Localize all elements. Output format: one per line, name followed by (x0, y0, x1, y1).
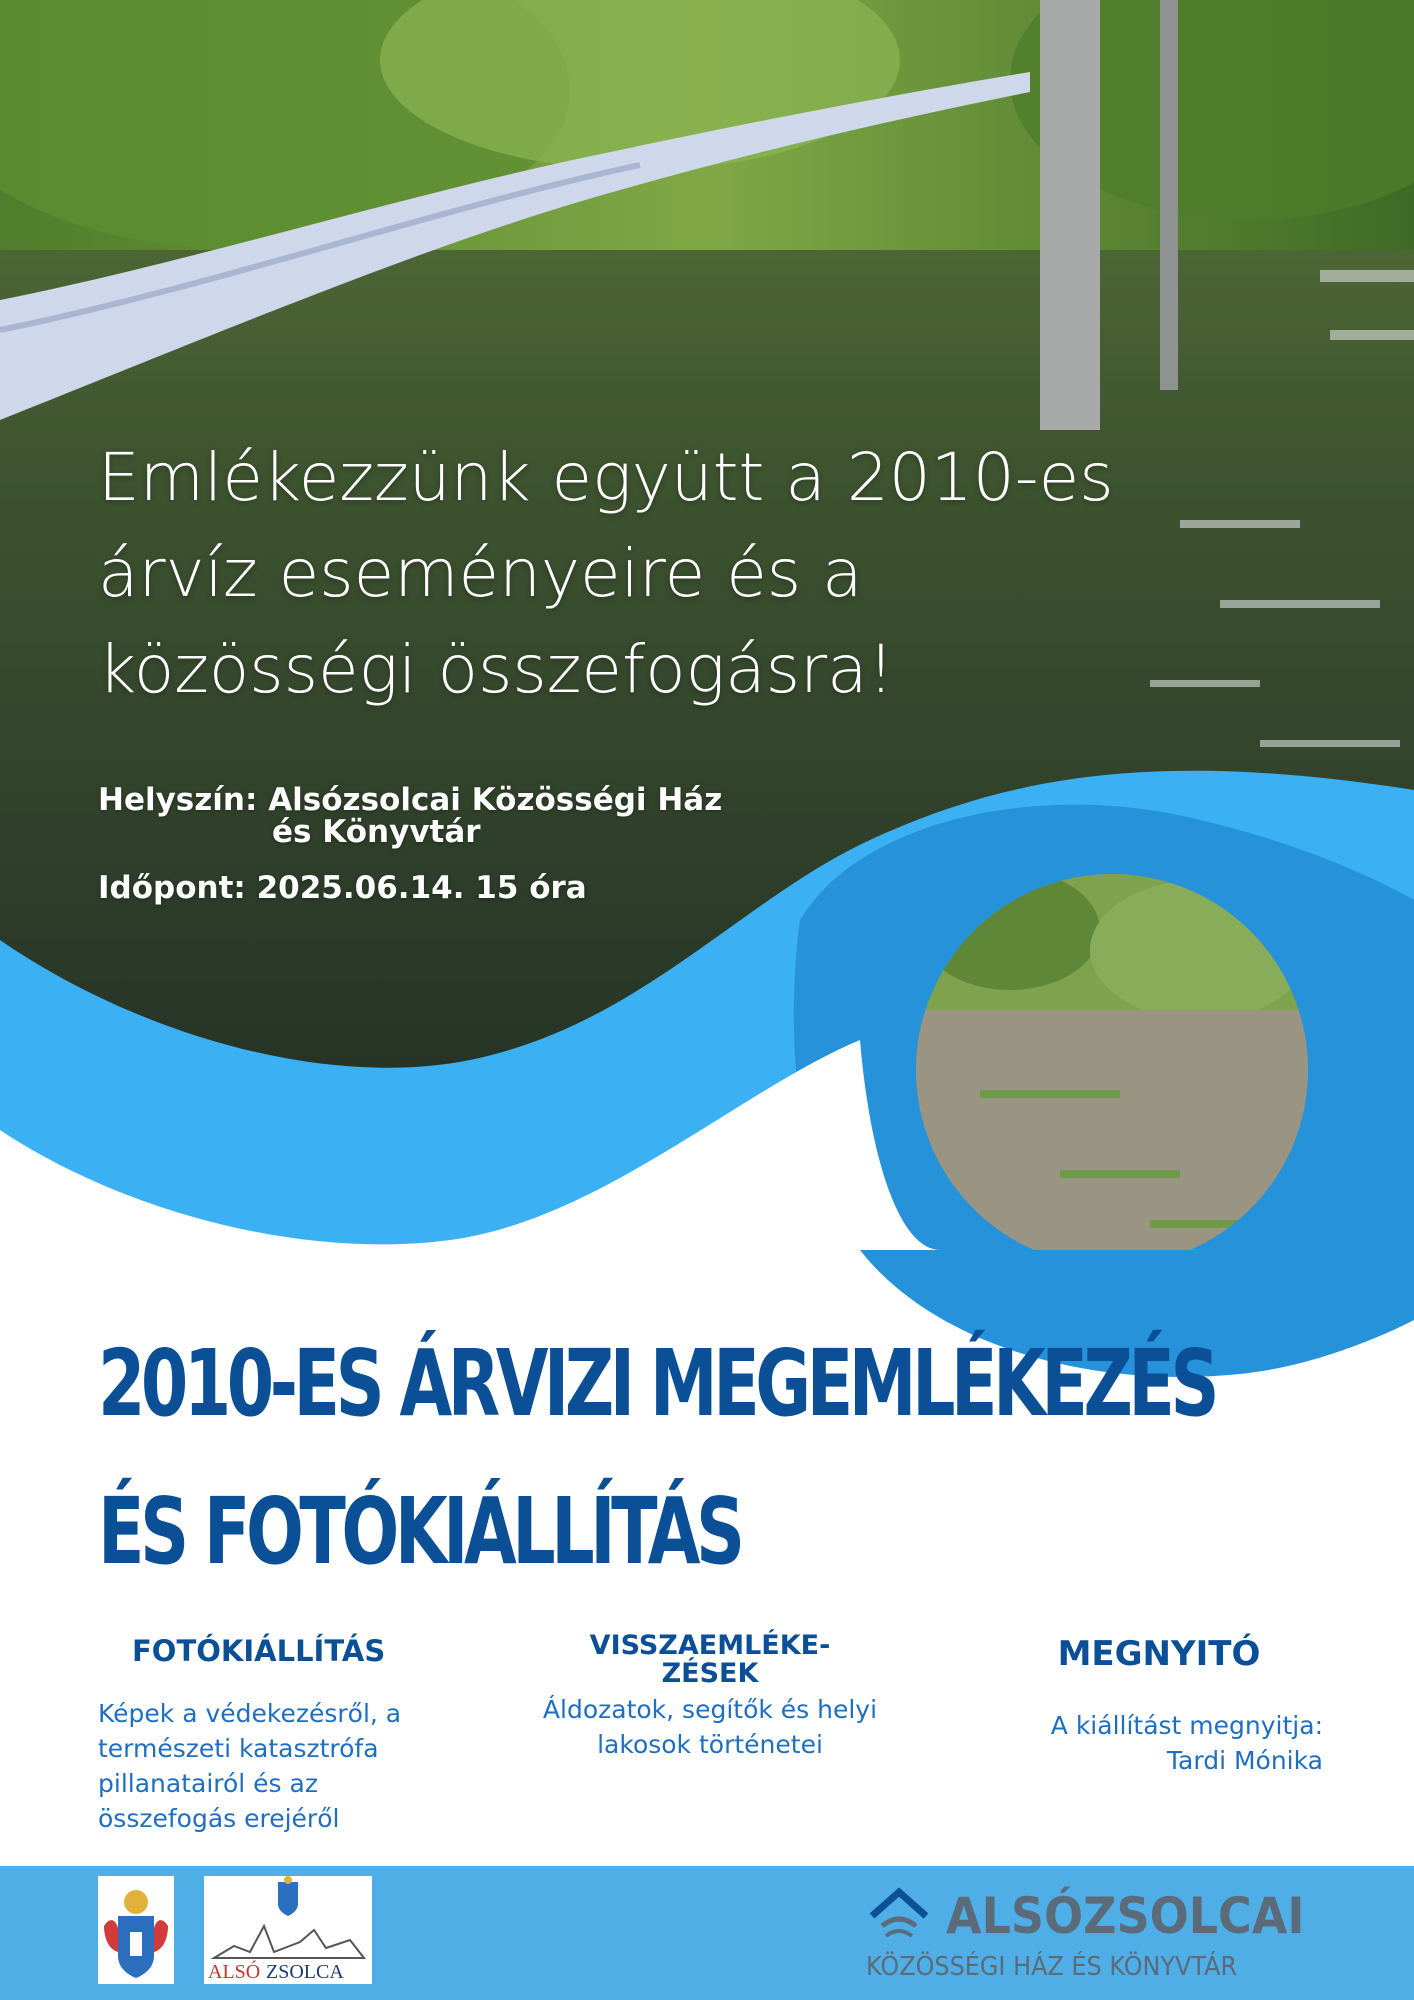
column-text-line: A kiállítást megnyitja: (1050, 1711, 1323, 1740)
town-logo-text-b: ZSOLCA (266, 1961, 344, 1983)
location-label: Helyszín: (98, 782, 258, 818)
house-logo-icon (866, 1886, 932, 1948)
time-label: Időpont: (98, 870, 246, 906)
coat-of-arms-logo (98, 1876, 174, 1984)
column-opening (985, 1632, 1323, 1778)
coat-of-arms-icon (98, 1876, 174, 1984)
headline-line-2: árvíz eseményeire és a (98, 535, 863, 612)
event-title-line-2: ÉS FOTÓKIÁLLÍTÁS (98, 1478, 741, 1585)
column-text-line: pillanatairól és az (98, 1769, 318, 1798)
column-heading-line-1: VISSZAEMLÉKE- (589, 1630, 831, 1661)
headline-line-3: közösségi összefogásra! (98, 631, 895, 708)
column-text-line: Tardi Mónika (1166, 1746, 1323, 1775)
time-info (98, 872, 587, 904)
column-heading: MEGNYITÓ (1057, 1634, 1261, 1674)
column-text-line: lakosok történetei (597, 1730, 823, 1759)
town-skyline-icon (204, 1876, 372, 1984)
event-title-line-1: 2010-ES ÁRVIZI MEGEMLÉKEZÉS (98, 1330, 1216, 1437)
headline-line-1: Emlékezzünk együtt a 2010-es (98, 439, 1114, 516)
brand-name: ALSÓZSOLCAI (946, 1887, 1305, 1945)
column-text-line: összefogás erejéről (98, 1804, 340, 1833)
alsozsolca-town-logo (204, 1876, 372, 1984)
community-house-brand (866, 1886, 1326, 1990)
location-value-line-2: és Könyvtár (272, 814, 481, 850)
column-text-line: természeti katasztrófa (98, 1734, 379, 1763)
column-heading (535, 1632, 885, 1688)
column-heading-line-2: ZÉSEK (661, 1658, 759, 1689)
brand-subtitle: KÖZÖSSÉGI HÁZ ÉS KÖNYVTÁR (866, 1952, 1238, 1982)
column-text-line: Képek a védekezésről, a (98, 1699, 402, 1728)
event-title (98, 1310, 1215, 1606)
column-photo-exhibition (98, 1632, 428, 1836)
headline (98, 430, 1258, 718)
column-heading: FOTÓKIÁLLÍTÁS (132, 1634, 386, 1668)
location-info (98, 784, 722, 848)
time-value: 2025.06.14. 15 óra (256, 870, 587, 906)
column-text-line: Áldozatok, segítők és helyi (542, 1695, 878, 1724)
column-memories (535, 1632, 885, 1762)
town-logo-text-a: ALSÓ (208, 1961, 261, 1983)
location-value-line-1: Alsózsolcai Közösségi Ház (268, 782, 723, 818)
